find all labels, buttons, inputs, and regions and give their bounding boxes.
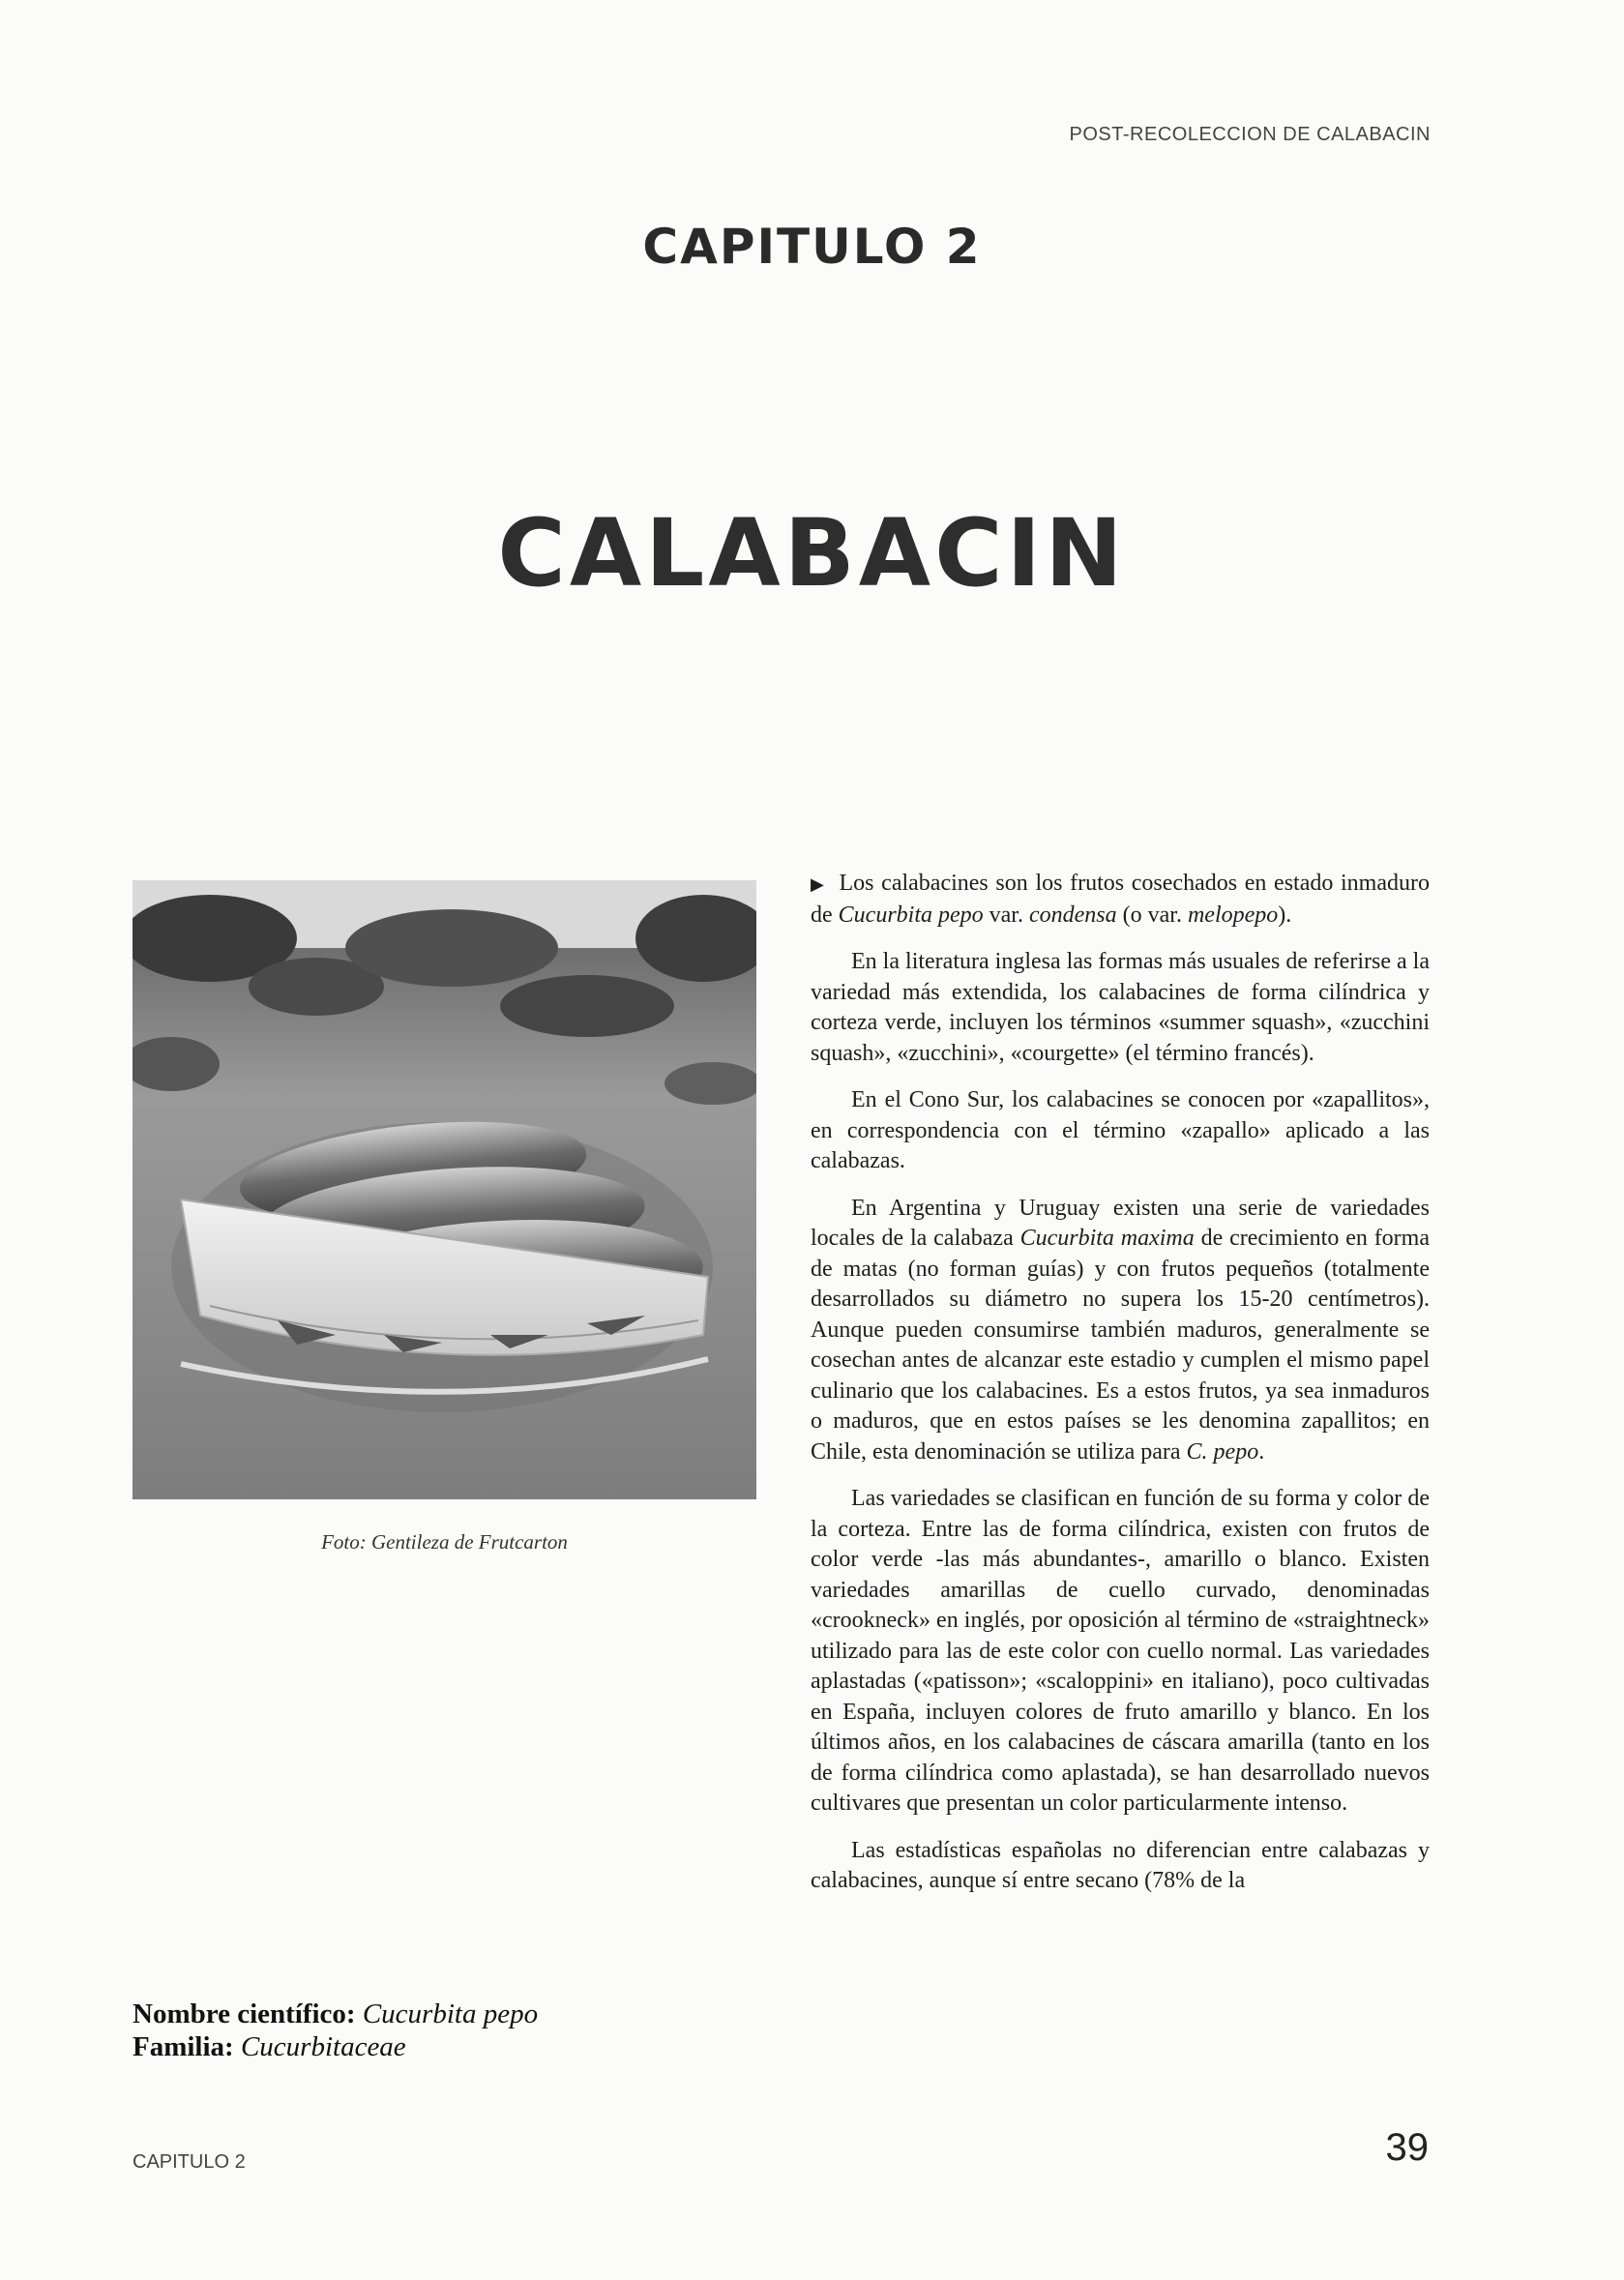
chapter-label: CAPITULO 2 xyxy=(642,219,982,275)
p4-text-3: . xyxy=(1258,1438,1265,1465)
paragraph-5: Las variedades se clasifican en función de su forma y color de la corteza. Entre las de forma cilíndrica, existen con frutos de color verde -las más abundantes-, amarillo o blanco. Existen variedades amarillas de cuello curvado, denominadas «crookneck» en inglés, por oposición al término de «straightneck» utilizado para las de este color con cuello normal. Las variedades aplastadas («patisson»; «scaloppini» en italiano), poco cultivadas en España, incluyen colores de fruto amarillo y blanco. En los últimos años, en los calabacines de cáscara amarilla (tanto en los de forma cilíndrica como aplastada), se han desarrollado nuevos cultivares que presentan un color particularmente intenso. xyxy=(811,1486,1430,1816)
family-row xyxy=(133,2030,635,2063)
footer-chapter-label: CAPITULO 2 xyxy=(133,2151,246,2173)
p1-italic-1: Cucurbita pepo xyxy=(838,902,984,928)
photo-caption: Foto: Gentileza de Frutcarton xyxy=(321,1530,568,1554)
triangle-bullet-icon: ▶ xyxy=(811,874,826,894)
paragraph-6: Las estadísticas españolas no diferencian entre calabazas y calabacines, aunque sí entre secano (78% de la xyxy=(811,1837,1430,1893)
p4-text-1: En Argentina y Uruguay existen una serie de variedades locales de la calabaza xyxy=(811,1195,1430,1251)
body-text-column xyxy=(811,869,1430,1913)
p1-text-2: var. xyxy=(983,902,1029,928)
p4-italic-2: C. pepo xyxy=(1186,1438,1259,1465)
paragraph-2: En la literatura inglesa las formas más usuales de referirse a la variedad más extendida, los calabacines de forma cilíndrica y corteza verde, incluyen los términos «summer squash», «zucchini squash», «zucchini», «courgette» (el término francés). xyxy=(811,949,1430,1066)
p1-text-1: Los calabacines son los frutos cosechados en estado inmaduro de xyxy=(811,871,1430,928)
scientific-name-label: Nombre científico: xyxy=(133,1999,356,2029)
specimen-info xyxy=(133,1998,635,2063)
family-label: Familia: xyxy=(133,2031,234,2062)
paragraph-4 xyxy=(811,1194,1430,1468)
zucchini-photo-illustration xyxy=(133,880,756,1499)
family-value: Cucurbitaceae xyxy=(240,2031,406,2062)
p4-text-2: de crecimiento en forma de matas (no forman guías) y con frutos pequeños (totalmente desarrollados su diámetro no supera los 15-20 centímetros). Aunque pueden consumirse también maduros, generalmente se cosechan antes de alcanzar este estadio y cumplen el mismo papel culinario que los calabacines. Es a estos frutos, ya sea inmaduros o maduros, que en estos países se les denomina zapallitos; en Chile, esta denominación se utiliza para xyxy=(811,1226,1430,1465)
running-head: POST-RECOLECCION DE CALABACIN xyxy=(1069,124,1431,145)
page-number: 39 xyxy=(1385,2126,1429,2169)
p1-italic-3: melopepo xyxy=(1187,902,1279,928)
page-title: CALABACIN xyxy=(497,499,1127,607)
p1-italic-2: condensa xyxy=(1028,902,1117,928)
scientific-name-value: Cucurbita pepo xyxy=(362,1999,539,2029)
p1-text-3: (o var. xyxy=(1116,902,1188,928)
scientific-name-row xyxy=(133,1998,635,2030)
p1-text-4: ). xyxy=(1278,902,1292,928)
zucchini-photo xyxy=(133,880,756,1499)
p4-italic-1: Cucurbita maxima xyxy=(1019,1226,1195,1251)
paragraph-3: En el Cono Sur, los calabacines se conocen por «zapallitos», en correspondencia con el término «zapallo» aplicado a las calabazas. xyxy=(811,1087,1430,1173)
paragraph-1 xyxy=(811,869,1430,931)
